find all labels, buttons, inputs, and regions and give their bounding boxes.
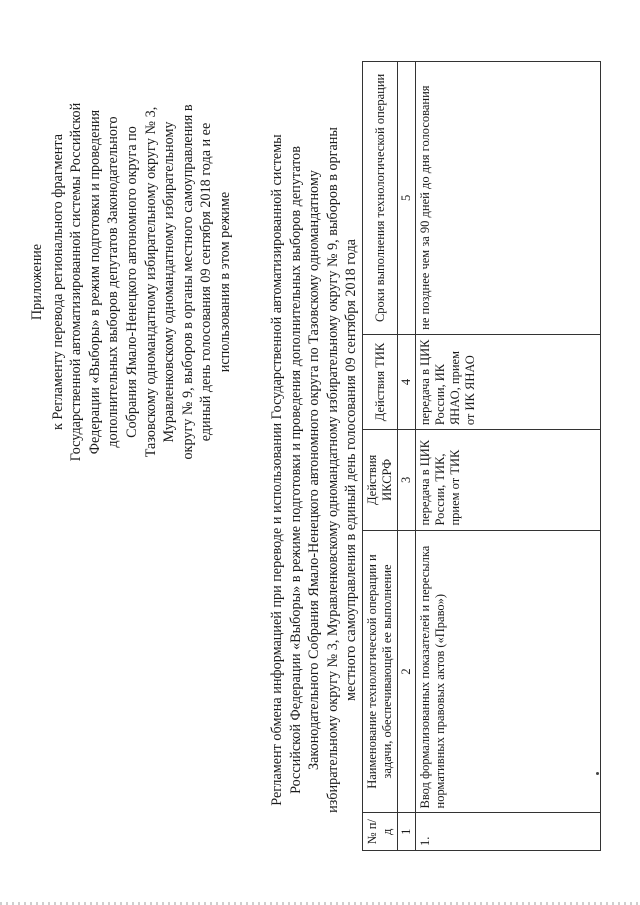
column-number: 5	[398, 62, 416, 335]
column-number-row	[398, 62, 416, 851]
appendix-line: использования в этом режиме	[216, 191, 233, 373]
header-tik: Действия ТИК	[363, 334, 398, 429]
row-deadline: не позднее чем за 90 дней до дня голосования	[416, 62, 601, 335]
heading-line: избирательному округу № 3, Муравленковскому одномандатному избирательному округу № 9, выборов в органы	[324, 127, 341, 813]
scan-speck	[596, 772, 599, 775]
appendix-line: дополнительных выборов депутатов Законодательного	[105, 116, 122, 448]
header-deadline: Сроки выполнения технологической операции	[363, 62, 398, 335]
appendix-title: Приложение	[29, 243, 45, 321]
column-number: 4	[398, 334, 416, 429]
header-number: № п/д	[363, 813, 398, 851]
row-operation: Ввод формализованных показателей и пересылка нормативных правовых актов («Право»)	[416, 530, 601, 813]
row-number: 1.	[416, 813, 601, 851]
appendix-line: Собрания Ямало-Ненецкого автономного округа по	[123, 126, 140, 438]
appendix-line: к Регламенту перевода регионального фрагмента	[49, 133, 66, 431]
heading-line: Законодательного Собрания Ямало-Ненецкого автономного округа по Тазовскому одномандатному	[306, 170, 323, 770]
appendix-line: единый день голосования 09 сентября 2018 года и ее	[198, 122, 215, 442]
appendix-line: Муравленковскому одномандатному избирательному	[161, 121, 178, 443]
appendix-line: Государственной автоматизированной системы Российской	[68, 102, 85, 462]
header-ikrf: Действия ИКСРФ	[363, 430, 398, 530]
header-operation: Наименование технологической операции и задачи, обеспечивающей ее выполнение	[363, 530, 398, 813]
row-tik-action: передача в ЦИК России, ИК ЯНАО, прием от ИК ЯНАО	[416, 334, 601, 429]
appendix-line: округу № 9, выборов в органы местного самоуправления в	[179, 104, 196, 460]
row-ikrf-action: передача в ЦИК России, ТИК, прием от ТИК	[416, 430, 601, 530]
table-header-row	[363, 62, 398, 851]
appendix-line: Тазовскому одномандатному избирательному округу № 3,	[142, 106, 159, 458]
regulation-heading	[268, 75, 361, 865]
heading-line: местного самоуправления в единый день голосования 09 сентября 2018 года	[343, 239, 360, 701]
heading-line: Регламент обмена информацией при переводе и использовании Государственной автоматизированной системы	[269, 134, 285, 806]
table-row	[416, 62, 601, 851]
column-number: 2	[398, 530, 416, 813]
heading-line: Российской Федерации «Выборы» в режиме подготовки и проведения дополнительных выборов депутатов	[287, 146, 304, 794]
appendix-line: Федерации «Выборы» в режим подготовки и проведения	[86, 109, 103, 455]
column-number: 3	[398, 430, 416, 530]
column-number: 1	[398, 813, 416, 851]
appendix-block	[28, 67, 235, 497]
operations-table	[362, 61, 601, 851]
